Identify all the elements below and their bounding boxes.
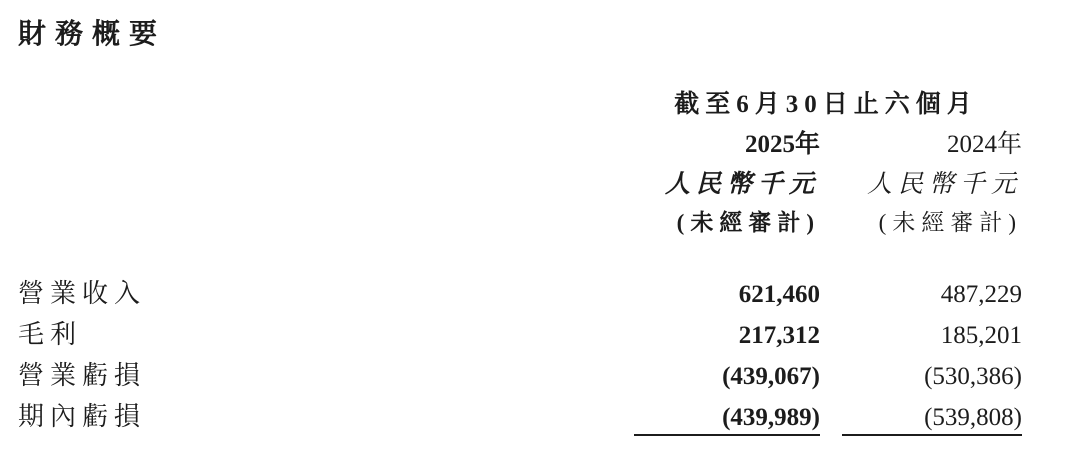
total-underline-2025 xyxy=(634,434,820,436)
row-label: 期內虧損 xyxy=(18,402,147,431)
page-title: 財務概要 xyxy=(18,19,167,50)
table-unit-header-row xyxy=(18,170,1022,200)
value-2025: (439,989) xyxy=(722,404,820,431)
period-header: 截至6月30日止六個月 xyxy=(674,91,978,118)
total-underline-2024 xyxy=(842,434,1022,436)
column-header-year-2024: 2024年 xyxy=(946,131,1022,158)
table-row-gross-profit xyxy=(18,315,1022,356)
value-2024: 185,201 xyxy=(940,322,1022,349)
table-row-period-loss xyxy=(18,397,1022,438)
value-2024: (530,386) xyxy=(924,363,1022,390)
row-label: 營業虧損 xyxy=(18,361,147,390)
column-header-audit-2025: (未經審計) xyxy=(676,210,820,235)
table-audit-header-row xyxy=(18,208,1022,238)
column-header-unit-2025: 人民幣千元 xyxy=(664,171,820,198)
table-period-header-row xyxy=(18,90,1022,120)
column-header-unit-2024: 人民幣千元 xyxy=(866,171,1022,198)
value-2024: (539,808) xyxy=(924,404,1022,431)
row-label: 毛利 xyxy=(18,320,83,349)
value-2025: 217,312 xyxy=(738,322,820,349)
value-2025: (439,067) xyxy=(722,363,820,390)
table-year-header-row xyxy=(18,130,1022,160)
column-header-year-2025: 2025年 xyxy=(744,131,820,158)
value-2024: 487,229 xyxy=(940,281,1022,308)
table-body xyxy=(18,274,1022,436)
table-row-operating-loss xyxy=(18,356,1022,397)
value-2025: 621,460 xyxy=(738,281,820,308)
financial-summary-table xyxy=(18,90,1022,436)
row-label: 營業收入 xyxy=(18,279,147,308)
column-header-audit-2024: (未經審計) xyxy=(878,210,1022,235)
table-row-revenue xyxy=(18,274,1022,315)
